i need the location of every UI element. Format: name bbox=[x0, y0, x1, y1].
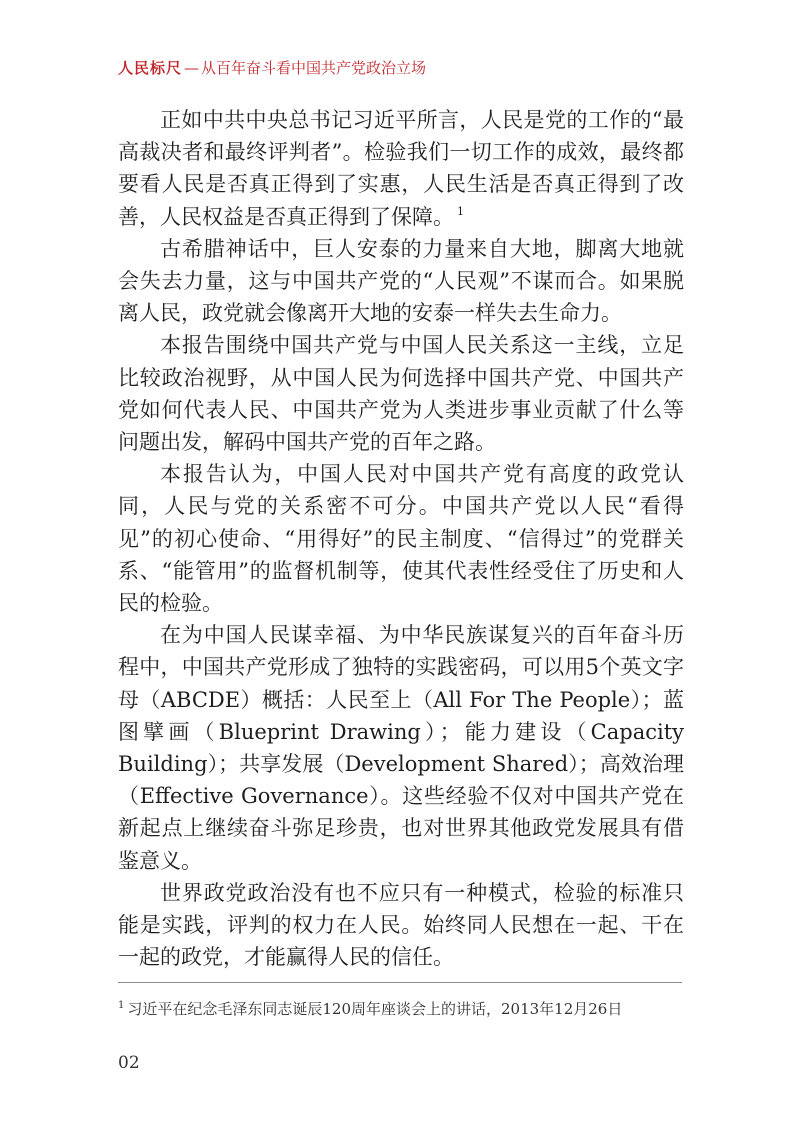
paragraph: 本报告认为，中国人民对中国共产党有高度的政党认同，人民与党的关系密不可分。中国共产党以人民“看得见”的初心使命、“用得好”的民主制度、“信得过”的党群关系、“能管用”的监督机制等，使其代表性经受住了历史和人民的检验。 bbox=[118, 462, 684, 616]
paragraph bbox=[118, 104, 684, 233]
paragraph: 古希腊神话中，巨人安泰的力量来自大地，脚离大地就会失去力量，这与中国共产党的“人民观”不谋而合。如果脱离人民，政党就会像离开大地的安泰一样失去生命力。 bbox=[118, 236, 684, 326]
header-dash: — bbox=[184, 59, 200, 77]
footnote-reference[interactable]: 1 bbox=[457, 204, 464, 218]
report-subtitle: 从百年奋斗看中国共产党政治立场 bbox=[201, 59, 427, 77]
footnote bbox=[118, 995, 684, 1020]
footnote-text: 习近平在纪念毛泽东同志诞辰120周年座谈会上的讲话，2013年12月26日 bbox=[127, 1000, 623, 1018]
paragraph: 世界政党政治没有也不应只有一种模式，检验的标准只能是实践，评判的权力在人民。始终同人民想在一起、干在一起的政党，才能赢得人民的信任。 bbox=[118, 880, 684, 970]
paragraph: 在为中国人民谋幸福、为中华民族谋复兴的百年奋斗历程中，中国共产党形成了独特的实践密码，可以用5个英文字母（ABCDE）概括：人民至上（All For The People）；蓝图擘画（Blueprint Drawing）；能力建设（Capacity Building）；共享发展（Development Shared）；高效治理（Effective Governance）。这些经验不仅对中国共产党在新起点上继续奋斗弥足珍贵，也对世界其他政党发展具有借鉴意义。 bbox=[118, 623, 684, 873]
footnote-divider bbox=[118, 982, 682, 983]
body-text bbox=[118, 104, 684, 973]
page-number: 02 bbox=[118, 1053, 140, 1073]
report-title: 人民标尺 bbox=[118, 59, 183, 77]
footnote-number: 1 bbox=[118, 1000, 125, 1011]
paragraph-text: 正如中共中央总书记习近平所言，人民是党的工作的“最高裁决者和最终评判者”。检验我们一切工作的成效，最终都要看人民是否真正得到了实惠，人民生活是否真正得到了改善，人民权益是否真正得到了保障。 bbox=[118, 108, 684, 229]
running-header bbox=[118, 58, 426, 78]
paragraph: 本报告围绕中国共产党与中国人民关系这一主线，立足比较政治视野，从中国人民为何选择中国共产党、中国共产党如何代表人民、中国共产党为人类进步事业贡献了什么等问题出发，解码中国共产党的百年之路。 bbox=[118, 333, 684, 455]
